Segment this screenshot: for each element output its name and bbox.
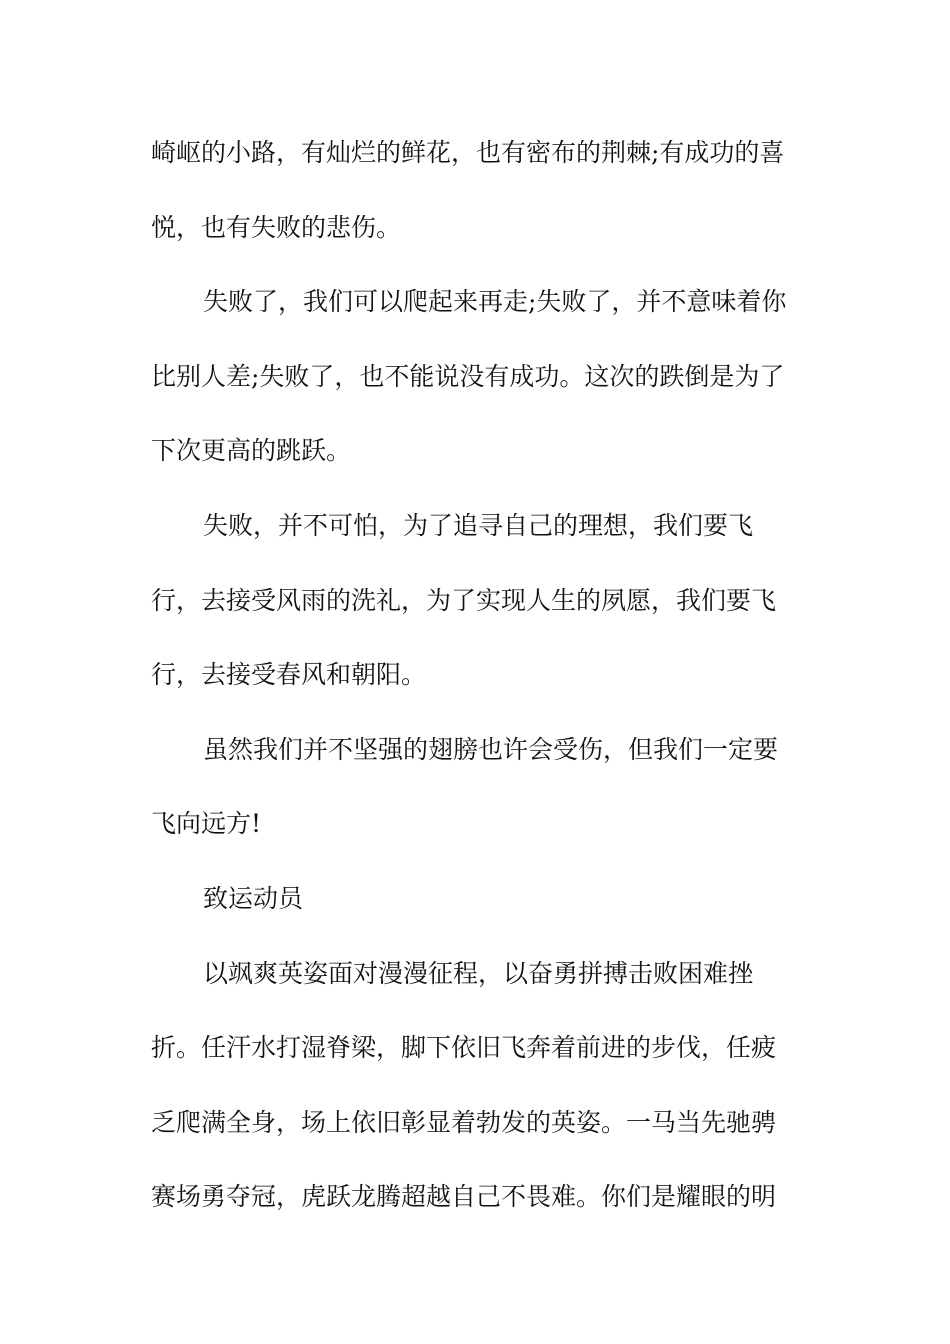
text-line: 行，去接受风雨的洗礼，为了实现人生的夙愿，我们要飞 — [151, 585, 777, 615]
text-line: 比别人差;失败了，也不能说没有成功。这次的跌倒是为了 — [151, 361, 785, 391]
text-line: 折。任汗水打湿脊梁，脚下依旧飞奔着前进的步伐，任疲 — [151, 1033, 777, 1063]
text-line: 下次更高的跳跃。 — [151, 436, 352, 466]
text-line: 悦，也有失败的悲伤。 — [151, 212, 402, 242]
text-line: 虽然我们并不坚强的翅膀也许会受伤，但我们一定要 — [203, 734, 779, 764]
text-line: 乏爬满全身，场上依旧彰显着勃发的英姿。一马当先驰骋 — [151, 1107, 777, 1137]
text-line: 赛场勇夺冠，虎跃龙腾超越自己不畏难。你们是耀眼的明 — [151, 1182, 777, 1212]
text-line: 以飒爽英姿面对漫漫征程，以奋勇拼搏击败困难挫 — [203, 958, 754, 988]
document-body — [151, 129, 811, 1248]
section-heading: 致运动员 — [203, 883, 304, 913]
text-line: 失败了，我们可以爬起来再走;失败了，并不意味着你 — [203, 287, 787, 317]
text-line: 行，去接受春风和朝阳。 — [151, 660, 427, 690]
text-line: 飞向远方! — [151, 809, 262, 839]
text-line: 崎岖的小路，有灿烂的鲜花，也有密布的荆棘;有成功的喜 — [151, 138, 785, 167]
text-line: 失败，并不可怕，为了追寻自己的理想，我们要飞 — [203, 510, 754, 540]
